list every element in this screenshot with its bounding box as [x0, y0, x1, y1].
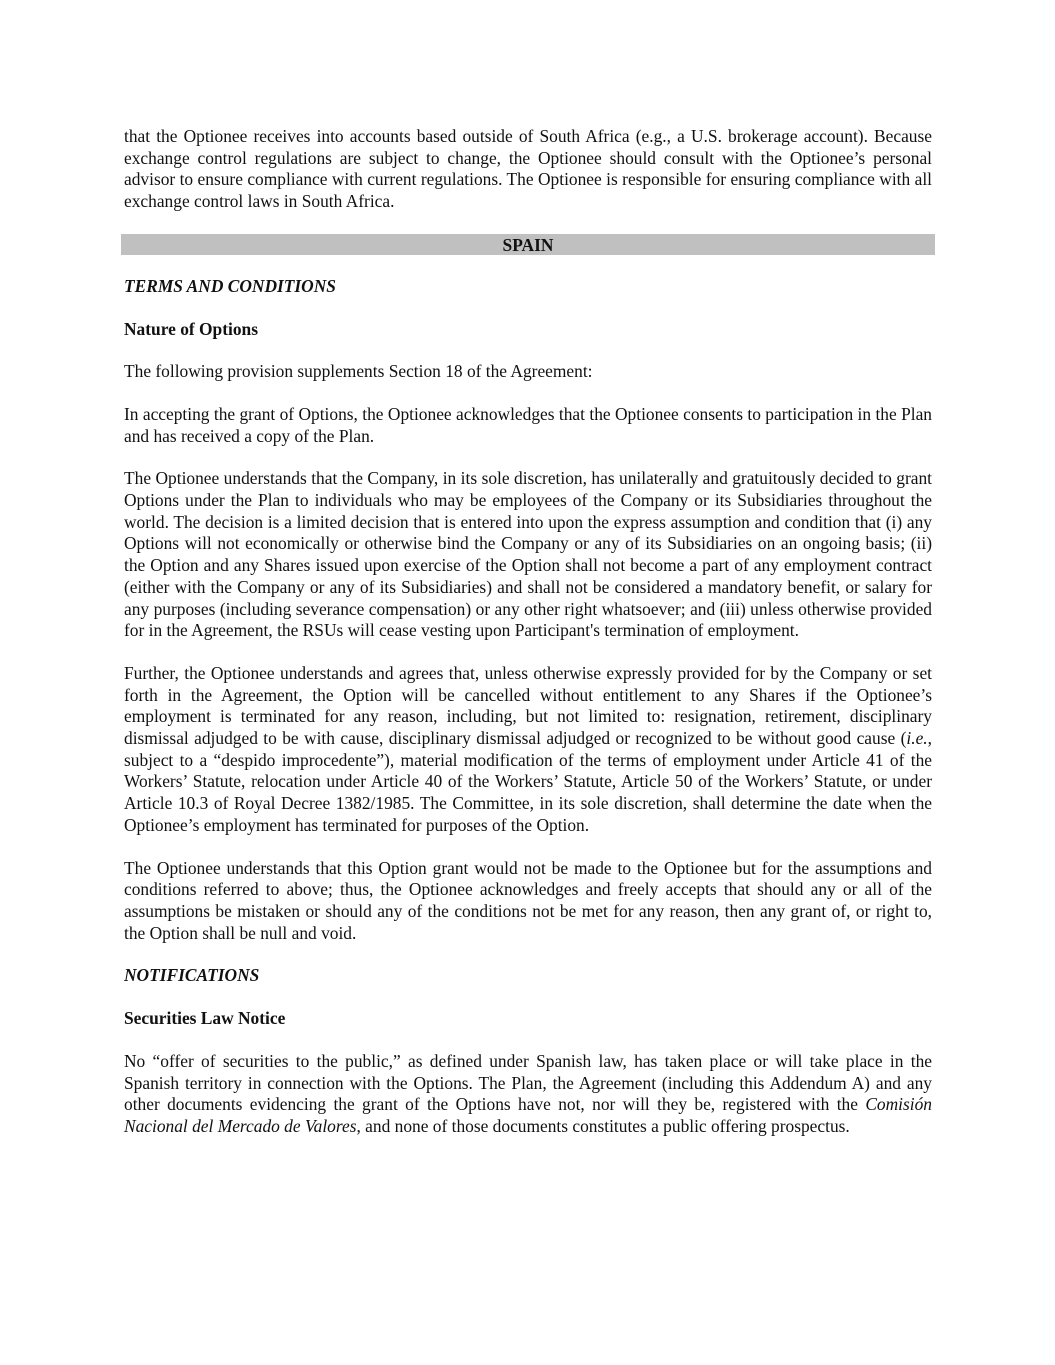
document-page	[124, 126, 932, 1159]
nature-p3-before: Further, the Optionee understands and agrees that, unless otherwise expressly provided for by the Company or set forth in the Agreement, the Option will be cancelled without entitlement to any Shares if the Optionee’s employment is terminated for any reason, including, but not limited to: resignation, retirement, disciplinary dismissal adjudged to be with cause, disciplinary dismissal adjudged or recognized to be without good cause (	[124, 662, 932, 749]
nature-p3-italic: i.e.	[906, 728, 928, 749]
nature-intro: The following provision supplements Section 18 of the Agreement:	[124, 361, 593, 382]
nature-p3-after: , subject to a “despido improcedente”), material modification of the terms of employment under Article 41 of the Workers’ Statute, relocation under Article 40 of the Workers’ Statute, Article 50 of the Workers’ Statute, or under Article 10.3 of Royal Decree 1382/1985. The Committee, in its sole discretion, shall determine the date when the Optionee’s employment has terminated for purposes of the Option.	[124, 728, 932, 835]
country-banner: SPAIN	[121, 234, 935, 255]
securities-p1-after: , and none of those documents constitutes a public offering prospectus.	[356, 1115, 850, 1136]
securities-heading: Securities Law Notice	[124, 1008, 286, 1029]
nature-paragraph-3	[124, 663, 932, 837]
intro-paragraph: that the Optionee receives into accounts based outside of South Africa (e.g., a U.S. brokerage account). Because exchange control regulations are subject to change, the Optionee should consult with the Optionee’s personal advisor to ensure compliance with current regulations. The Optionee is responsible for ensuring compliance with all exchange control laws in South Africa.	[124, 126, 932, 212]
nature-heading: Nature of Options	[124, 318, 258, 339]
securities-p1-italic: Comisión Nacional del Mercado de Valores	[124, 1094, 932, 1136]
nature-paragraph-4: The Optionee understands that this Option grant would not be made to the Optionee but for the assumptions and conditions referred to above; thus, the Optionee acknowledges and freely accepts that should any or all of the assumptions be mistaken or should any of the conditions not be met for any reason, then any grant of, or right to, the Option shall be null and void.	[124, 857, 932, 943]
nature-paragraph-1: In accepting the grant of Options, the Optionee acknowledges that the Optionee consents to participation in the Plan and has received a copy of the Plan.	[124, 403, 932, 446]
securities-paragraph	[124, 1051, 932, 1138]
nature-paragraph-2: The Optionee understands that the Company, in its sole discretion, has unilaterally and gratuitously decided to grant Options under the Plan to individuals who may be employees of the Company or its Subsidiaries throughout the world. The decision is a limited decision that is entered into upon the express assumption and condition that (i) any Options will not economically or otherwise bind the Company or any of its Subsidiaries on an ongoing basis; (ii) the Option and any Shares issued upon exercise of the Option shall not become a part of any employment contract (either with the Company or any of its Subsidiaries) and shall not be considered a mandatory benefit, or salary for any purposes (including severance compensation) or any other right whatsoever; and (iii) unless otherwise provided for in the Agreement, the RSUs will cease vesting upon Participant's termination of employment.	[124, 468, 932, 641]
terms-heading: TERMS AND CONDITIONS	[124, 275, 336, 296]
securities-p1-before: No “offer of securities to the public,” as defined under Spanish law, has taken place or will take place in the Spanish territory in connection with the Options. The Plan, the Agreement (including this Addendum A) and any other documents evidencing the grant of the Options have not, nor will they be, registered with the	[124, 1050, 932, 1115]
notifications-heading: NOTIFICATIONS	[124, 965, 260, 986]
